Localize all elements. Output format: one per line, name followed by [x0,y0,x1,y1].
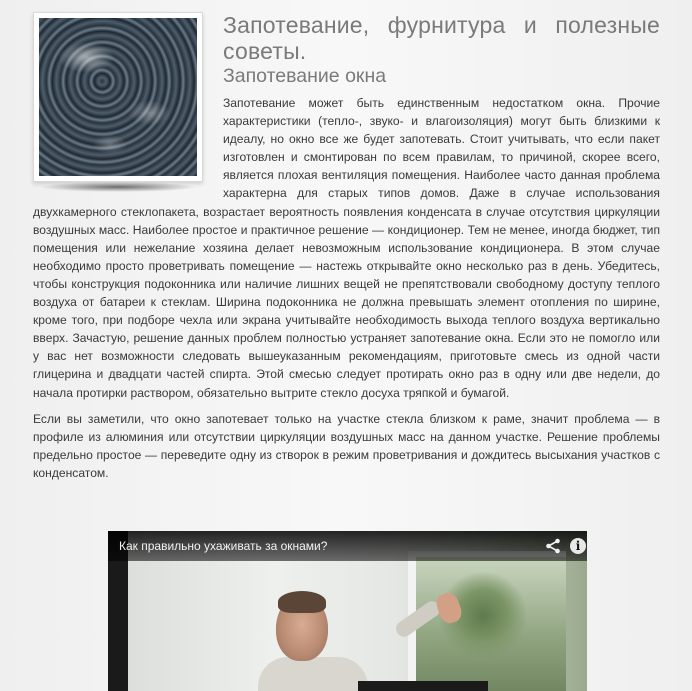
video-title[interactable]: Как правильно ухаживать за окнами? [119,539,328,553]
thumbnail-shadow [39,182,197,192]
section-heading: Запотевание окна [223,65,387,87]
share-icon[interactable] [545,538,561,554]
page-title: Запотевание, фурнитура и полезные советы. [223,12,660,64]
paragraph-1: Запотевание может быть единственным недостатком окна. Прочие характеристики (тепло-, звуко- и влагоизоляция) могут быть близкими к идеалу, но окно все же будет запотевать. Стоит учитывать, что если пакет изготовлен и смонтирован по всем правилам, то причиной, скорее всего, является плохая вентиляция помещения. Наиболее часто данная проблема характерна для старых типов домов. Даже в случае использования двухкамерного стеклопакета, возрастает вероятность появления конденсата в случае отсутствия циркуляции воздушных масс. Наиболее простое и практичное решение — кондиционер. Тем не менее, иногда бюджет, тип помещения или нежелание хозяина делает невозможным использование кондиционера. В этом случае необходимо просто проветривать помещение — настежь открывайте окно несколько раз в день. Убедитесь, чтобы конструкция подоконника или наличие лишних вещей не препятствовали свободному доступу теплого воздуха от батареи к стеклам. Ширина подоконника не должна превышать элемент отопления по ширине, кроме того, при подборе чехла или экрана учитывайте необходимость выхода теплого воздуха вертикально вверх. Зачастую, решение данных проблем полностью устраняет запотевание окна. Если это не помогло или у вас нет возможности следовать вышеуказанным рекомендациям, приготовьте смесь из одной части глицерина и двадцати частей спирта. Этой смесью следует протирать окно раз в одну или две недели, до начала протирки раствором, обязательно вытрите стекло досуха тряпкой и бумагой. [33,96,660,400]
info-icon[interactable]: i [570,538,586,554]
thumbnail-frame [33,12,203,182]
video-chair [358,681,488,691]
presenter-hair [278,591,326,613]
video-title-bar [108,531,587,561]
video-player[interactable] [108,531,587,691]
frosted-glass-image [39,18,197,176]
article-thumbnail [33,12,203,188]
article [33,12,660,490]
paragraph-2: Если вы заметили, что окно запотевает только на участке стекла близком к раме, значит проблема — в профиле из алюминия или отсутствии циркуляции воздушных масс на данном участке. Решение проблемы предельно простое — переведите одну из створок в режим проветривания и дождитесь высыхания участков с конденсатом. [33,411,660,480]
presenter-body [258,657,368,691]
